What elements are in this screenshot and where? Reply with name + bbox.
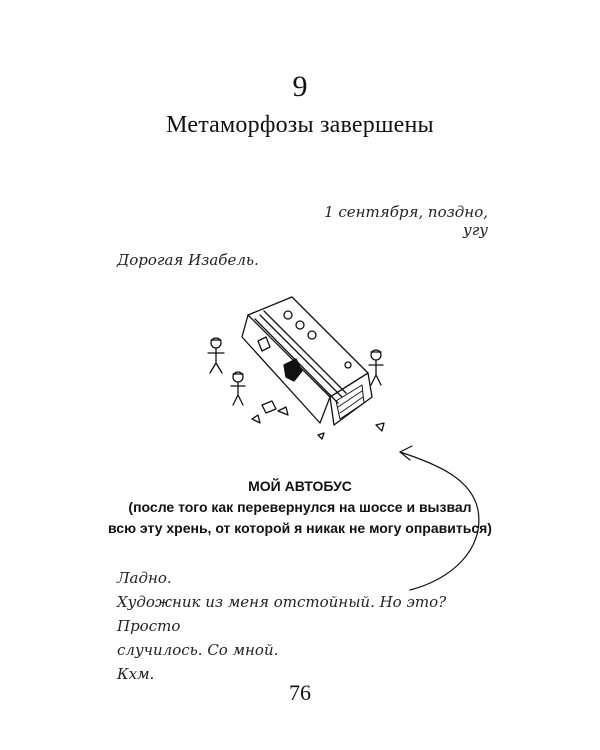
letter-date: 1 сентября, поздно, угу <box>324 203 488 239</box>
letter-body-line: Ладно. <box>117 569 172 587</box>
letter-greeting: Дорогая Изабель. <box>117 251 259 269</box>
chapter-number: 9 <box>292 70 308 103</box>
chapter-title: Метаморфозы завершены <box>166 112 434 138</box>
letter-body-line: случилось. Со мной. <box>117 641 279 659</box>
caption-line: всю эту хрень, от которой я никак не могу оправиться) <box>108 520 492 536</box>
caption-title: МОЙ АВТОБУС <box>248 478 352 494</box>
letter-body <box>117 566 497 686</box>
letter-body-line: Кхм. <box>117 665 155 683</box>
overturned-bus-drawing <box>200 285 420 455</box>
letter-body-line: Художник из меня отстойный. Но это? Просто <box>117 593 447 635</box>
caption-line: (после того как перевернулся на шоссе и вызвал <box>128 499 472 515</box>
page-number: 76 <box>289 680 311 705</box>
illustration-caption <box>0 476 600 539</box>
